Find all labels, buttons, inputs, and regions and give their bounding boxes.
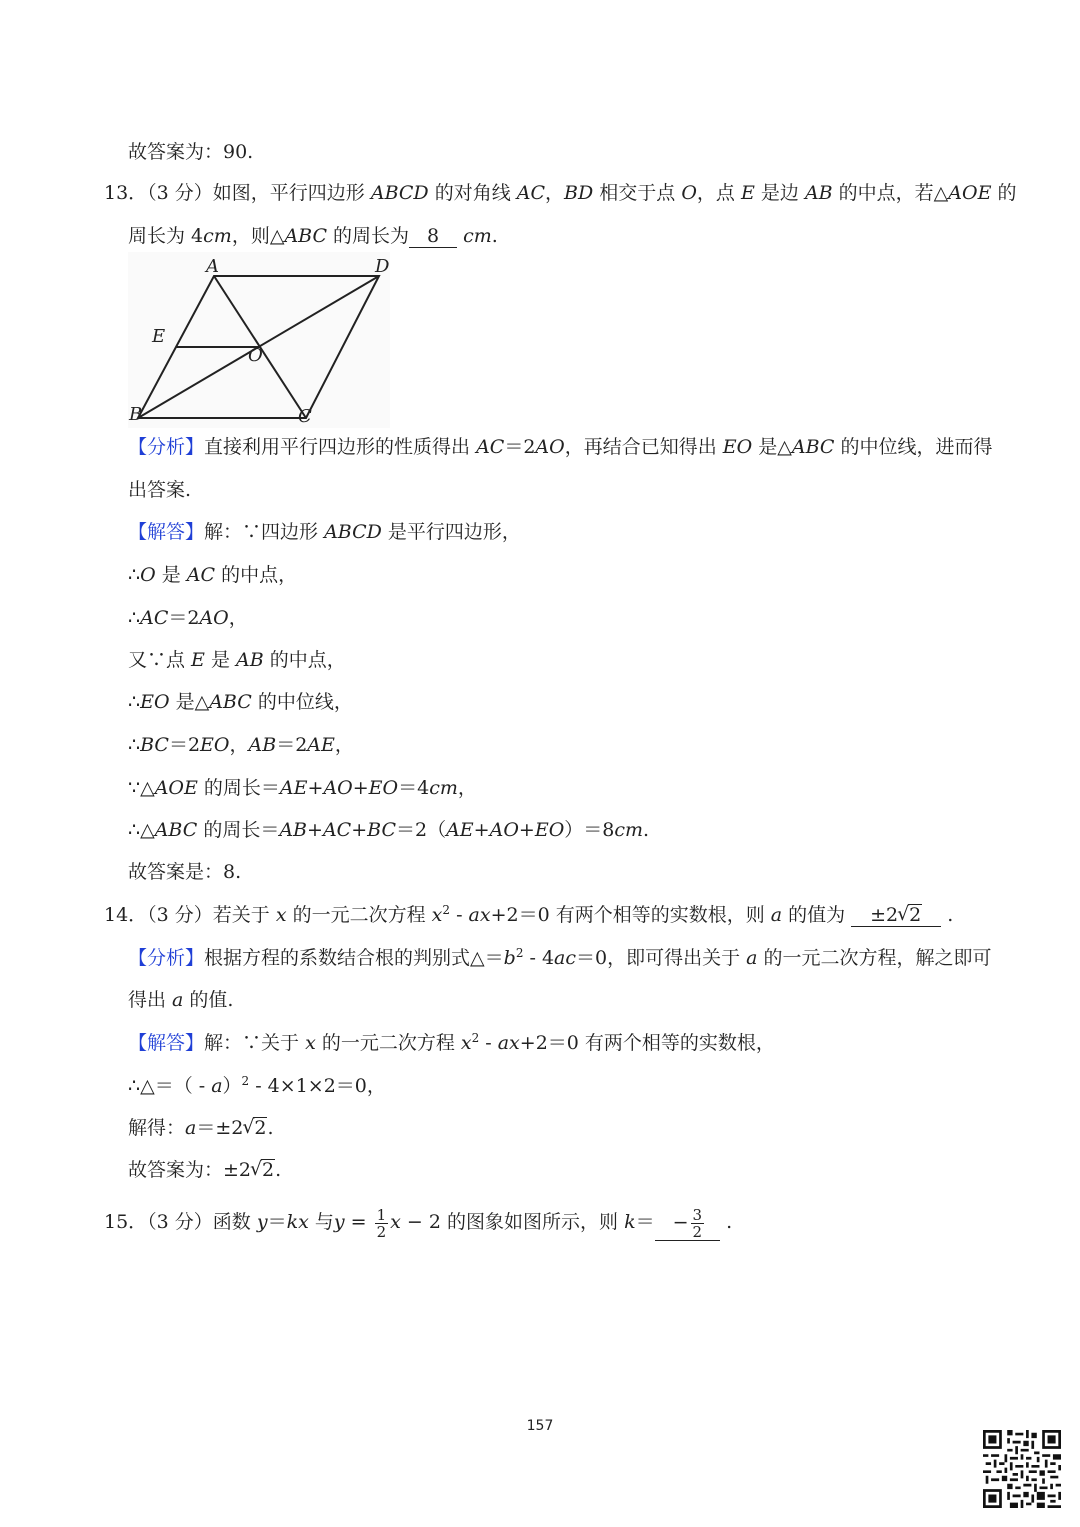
text: ±2: [870, 904, 899, 926]
text: 2: [376, 1222, 387, 1241]
analysis-14-line-2: [128, 988, 233, 1012]
solution-tag: 【解答】: [128, 521, 205, 543]
text: EO: [534, 819, 565, 841]
text: 的中点，若△: [832, 182, 949, 204]
text: ）: [222, 1075, 242, 1097]
parallelogram-figure: [128, 252, 390, 428]
label-a: A: [206, 256, 219, 277]
analysis-tag: 【分析】: [128, 436, 205, 458]
text: 的周长为: [327, 225, 410, 247]
text: ∵△: [128, 777, 155, 799]
page-number: 157: [526, 1418, 554, 1434]
text: 1: [376, 1205, 387, 1224]
analysis-13-line-1: [128, 435, 993, 459]
text: 周长为 4: [128, 225, 204, 247]
text: y: [256, 1211, 268, 1233]
text: BD: [564, 182, 594, 204]
text: E: [191, 649, 205, 671]
text: .: [643, 819, 650, 841]
text: ABCD: [370, 182, 429, 204]
text: ABC: [791, 436, 835, 458]
text: ，点: [696, 182, 741, 204]
text: AB: [804, 182, 833, 204]
text: x: [460, 1032, 472, 1054]
text: 的一元二次方程，解之即可: [757, 947, 992, 969]
text: a: [172, 989, 184, 1011]
sqrt: [898, 904, 922, 926]
text: a: [746, 947, 758, 969]
text: .: [491, 225, 498, 247]
text: 的中位线，进而得: [834, 436, 993, 458]
text: 2: [442, 903, 451, 917]
text: +: [307, 777, 324, 799]
solution-13-line-1: [128, 520, 521, 544]
text: 的: [991, 182, 1017, 204]
text: EO: [140, 691, 170, 713]
text: 得出: [128, 989, 173, 1011]
solution-14-line-3: [128, 1116, 274, 1140]
analysis-13-line-2: [128, 478, 191, 502]
solution-13-line-7: [128, 776, 477, 800]
text: 2: [692, 1222, 703, 1241]
text: 是: [204, 649, 237, 671]
text: AO: [535, 436, 565, 458]
text: ，: [229, 734, 249, 756]
fraction: [375, 1207, 389, 1240]
text: k: [624, 1211, 636, 1233]
text: ∴△＝（ -: [128, 1075, 212, 1097]
text: E: [740, 182, 755, 204]
text: AO: [489, 819, 519, 841]
fraction: [691, 1207, 705, 1240]
label-c: C: [298, 406, 312, 427]
text: AE: [307, 734, 335, 756]
text: ＝2: [504, 436, 536, 458]
text: ac: [554, 947, 577, 969]
text: 3: [692, 1205, 703, 1224]
solution-14-line-2: [128, 1074, 386, 1098]
text: +: [351, 819, 368, 841]
text: 的值为: [782, 904, 852, 926]
text: 解：∵关于: [204, 1032, 306, 1054]
analysis-14-line-1: [128, 946, 992, 970]
text: y: [333, 1211, 345, 1233]
text: - 4: [523, 947, 555, 969]
answer-blank: [851, 904, 941, 927]
text: 是: [155, 564, 187, 586]
text: 解：∵四边形: [204, 521, 325, 543]
text: x: [431, 904, 443, 926]
text: 2: [471, 1031, 480, 1045]
text: AC: [322, 819, 352, 841]
text: +: [352, 777, 369, 799]
text: AB: [236, 649, 264, 671]
text: ABC: [284, 225, 328, 247]
solution-13-line-6: [128, 733, 354, 757]
label-b: B: [129, 404, 143, 425]
text: ＝2: [168, 607, 200, 629]
sqrt: [243, 1116, 267, 1140]
question-15-line-1: [104, 1206, 732, 1241]
text: +2＝0 有两个相等的实数根，则: [490, 904, 771, 926]
text: cm: [203, 225, 232, 247]
text: O: [140, 564, 156, 586]
text: ，则△: [231, 225, 285, 247]
text: 与: [308, 1211, 334, 1233]
text: .: [941, 904, 954, 926]
text: cm: [614, 819, 644, 841]
text: cm: [429, 777, 458, 799]
text: 解得：: [128, 1117, 186, 1139]
text: 是平行四边形，: [381, 521, 521, 543]
text: x: [275, 904, 287, 926]
text: ABC: [154, 819, 198, 841]
label-e: E: [152, 326, 166, 347]
text: 是边: [754, 182, 805, 204]
text: ＝4: [398, 777, 430, 799]
text: 2: [515, 946, 524, 960]
text: AB: [279, 819, 308, 841]
solution-13-line-4: [128, 648, 346, 672]
label-o: O: [248, 345, 263, 366]
text: ax: [468, 904, 491, 926]
text: 的中位线，: [251, 691, 353, 713]
text: ，: [334, 734, 354, 756]
text: 2: [262, 1159, 275, 1181]
text: +: [518, 819, 535, 841]
text: a: [211, 1075, 223, 1097]
solution-13-line-8: [128, 818, 649, 842]
text: ＝: [267, 1211, 287, 1233]
text: +: [473, 819, 490, 841]
text: AE: [446, 819, 474, 841]
text: ＝±2: [196, 1117, 244, 1139]
text: AOE: [154, 777, 198, 799]
text: BC: [140, 734, 169, 756]
text: 14．（3 分）若关于: [104, 904, 276, 926]
solution-14-line-4: [128, 1158, 281, 1182]
analysis-tag: 【分析】: [128, 947, 205, 969]
text: 的周长＝: [197, 819, 280, 841]
text: 的中点，: [263, 649, 346, 671]
solution-13-line-5: [128, 690, 353, 714]
text: 15．（3 分）函数: [104, 1211, 257, 1233]
text: ∴: [128, 607, 141, 629]
text: EO: [722, 436, 753, 458]
qr-code-icon: [983, 1430, 1061, 1508]
solution-13-line-2: [128, 563, 297, 587]
text: 是△: [752, 436, 792, 458]
text: 故答案是：8.: [128, 861, 242, 883]
text: −: [672, 1211, 689, 1233]
label-d: D: [375, 256, 390, 277]
text: 的一元二次方程: [315, 1032, 461, 1054]
text: ，: [228, 607, 248, 629]
text: kx: [286, 1211, 309, 1233]
answer-blank: [655, 1207, 720, 1241]
text: 出答案.: [128, 479, 192, 501]
text: ∴: [128, 691, 141, 713]
text: x: [390, 1211, 401, 1233]
text: ∴: [128, 564, 141, 586]
text: 故答案为：±2: [128, 1159, 252, 1181]
text: ABCD: [324, 521, 382, 543]
solution-13-line-3: [128, 606, 248, 630]
text: AC: [516, 182, 546, 204]
text: ，: [457, 777, 477, 799]
sqrt: [251, 1158, 275, 1182]
text: AO: [323, 777, 353, 799]
text: 2: [254, 1117, 267, 1139]
text: +2＝0 有两个相等的实数根，: [519, 1032, 775, 1054]
text: b: [503, 947, 516, 969]
text: EO: [368, 777, 399, 799]
text: 又∵点: [128, 649, 192, 671]
text: .: [720, 1211, 733, 1233]
text: AE: [279, 777, 308, 799]
text: ＝2: [276, 734, 308, 756]
text: AC: [140, 607, 169, 629]
text: 故答案为：90.: [128, 141, 254, 163]
text: 13．（3 分）如图，平行四边形: [104, 182, 371, 204]
text: ＝2（: [395, 819, 447, 841]
text: ，: [545, 182, 565, 204]
text: -: [479, 1032, 498, 1054]
text: AB: [248, 734, 277, 756]
text: ax: [497, 1032, 520, 1054]
text: O: [681, 182, 697, 204]
text: ABC: [209, 691, 252, 713]
text: AC: [476, 436, 505, 458]
text: cm: [463, 225, 492, 247]
question-13-line-2: [128, 224, 498, 248]
text: 2: [241, 1074, 250, 1088]
text: 相交于点: [593, 182, 682, 204]
text: +: [307, 819, 323, 841]
question-14-line-1: [104, 903, 953, 927]
text: 2: [909, 904, 922, 926]
text: ＝: [635, 1211, 655, 1233]
question-13-line-1: [104, 181, 1017, 205]
text: 的中点，: [215, 564, 298, 586]
text: AO: [199, 607, 229, 629]
text: 的值.: [183, 989, 234, 1011]
text: 是△: [169, 691, 210, 713]
text: .: [275, 1159, 282, 1181]
text: a: [185, 1117, 197, 1139]
text: 直接利用平行四边形的性质得出: [204, 436, 477, 458]
text: ＝2: [168, 734, 201, 756]
text: ∴△: [128, 819, 155, 841]
text: ＝0，即可得出关于: [576, 947, 747, 969]
answer-blank: 8: [409, 225, 457, 248]
text: EO: [200, 734, 230, 756]
text: 的周长＝: [197, 777, 280, 799]
text: 的对角线: [428, 182, 517, 204]
text: ∴: [128, 734, 141, 756]
text: ，再结合已知得出: [564, 436, 723, 458]
text: x: [305, 1032, 316, 1054]
solution-tag: 【解答】: [128, 1032, 205, 1054]
text: .: [267, 1117, 274, 1139]
text: -: [450, 904, 469, 926]
solution-13-line-9: [128, 860, 241, 884]
text: - 4×1×2＝0，: [249, 1075, 386, 1097]
text: a: [770, 904, 783, 926]
text: =: [344, 1211, 373, 1233]
text: ）＝8: [564, 819, 615, 841]
text: BC: [367, 819, 396, 841]
text: AC: [186, 564, 216, 586]
text: 根据方程的系数结合根的判别式△＝: [204, 947, 504, 969]
text: AOE: [948, 182, 992, 204]
text: 的一元二次方程: [286, 904, 432, 926]
answer-line-q12: [128, 140, 253, 164]
solution-14-line-1: [128, 1031, 775, 1055]
text: − 2 的图象如图所示，则: [400, 1211, 625, 1233]
